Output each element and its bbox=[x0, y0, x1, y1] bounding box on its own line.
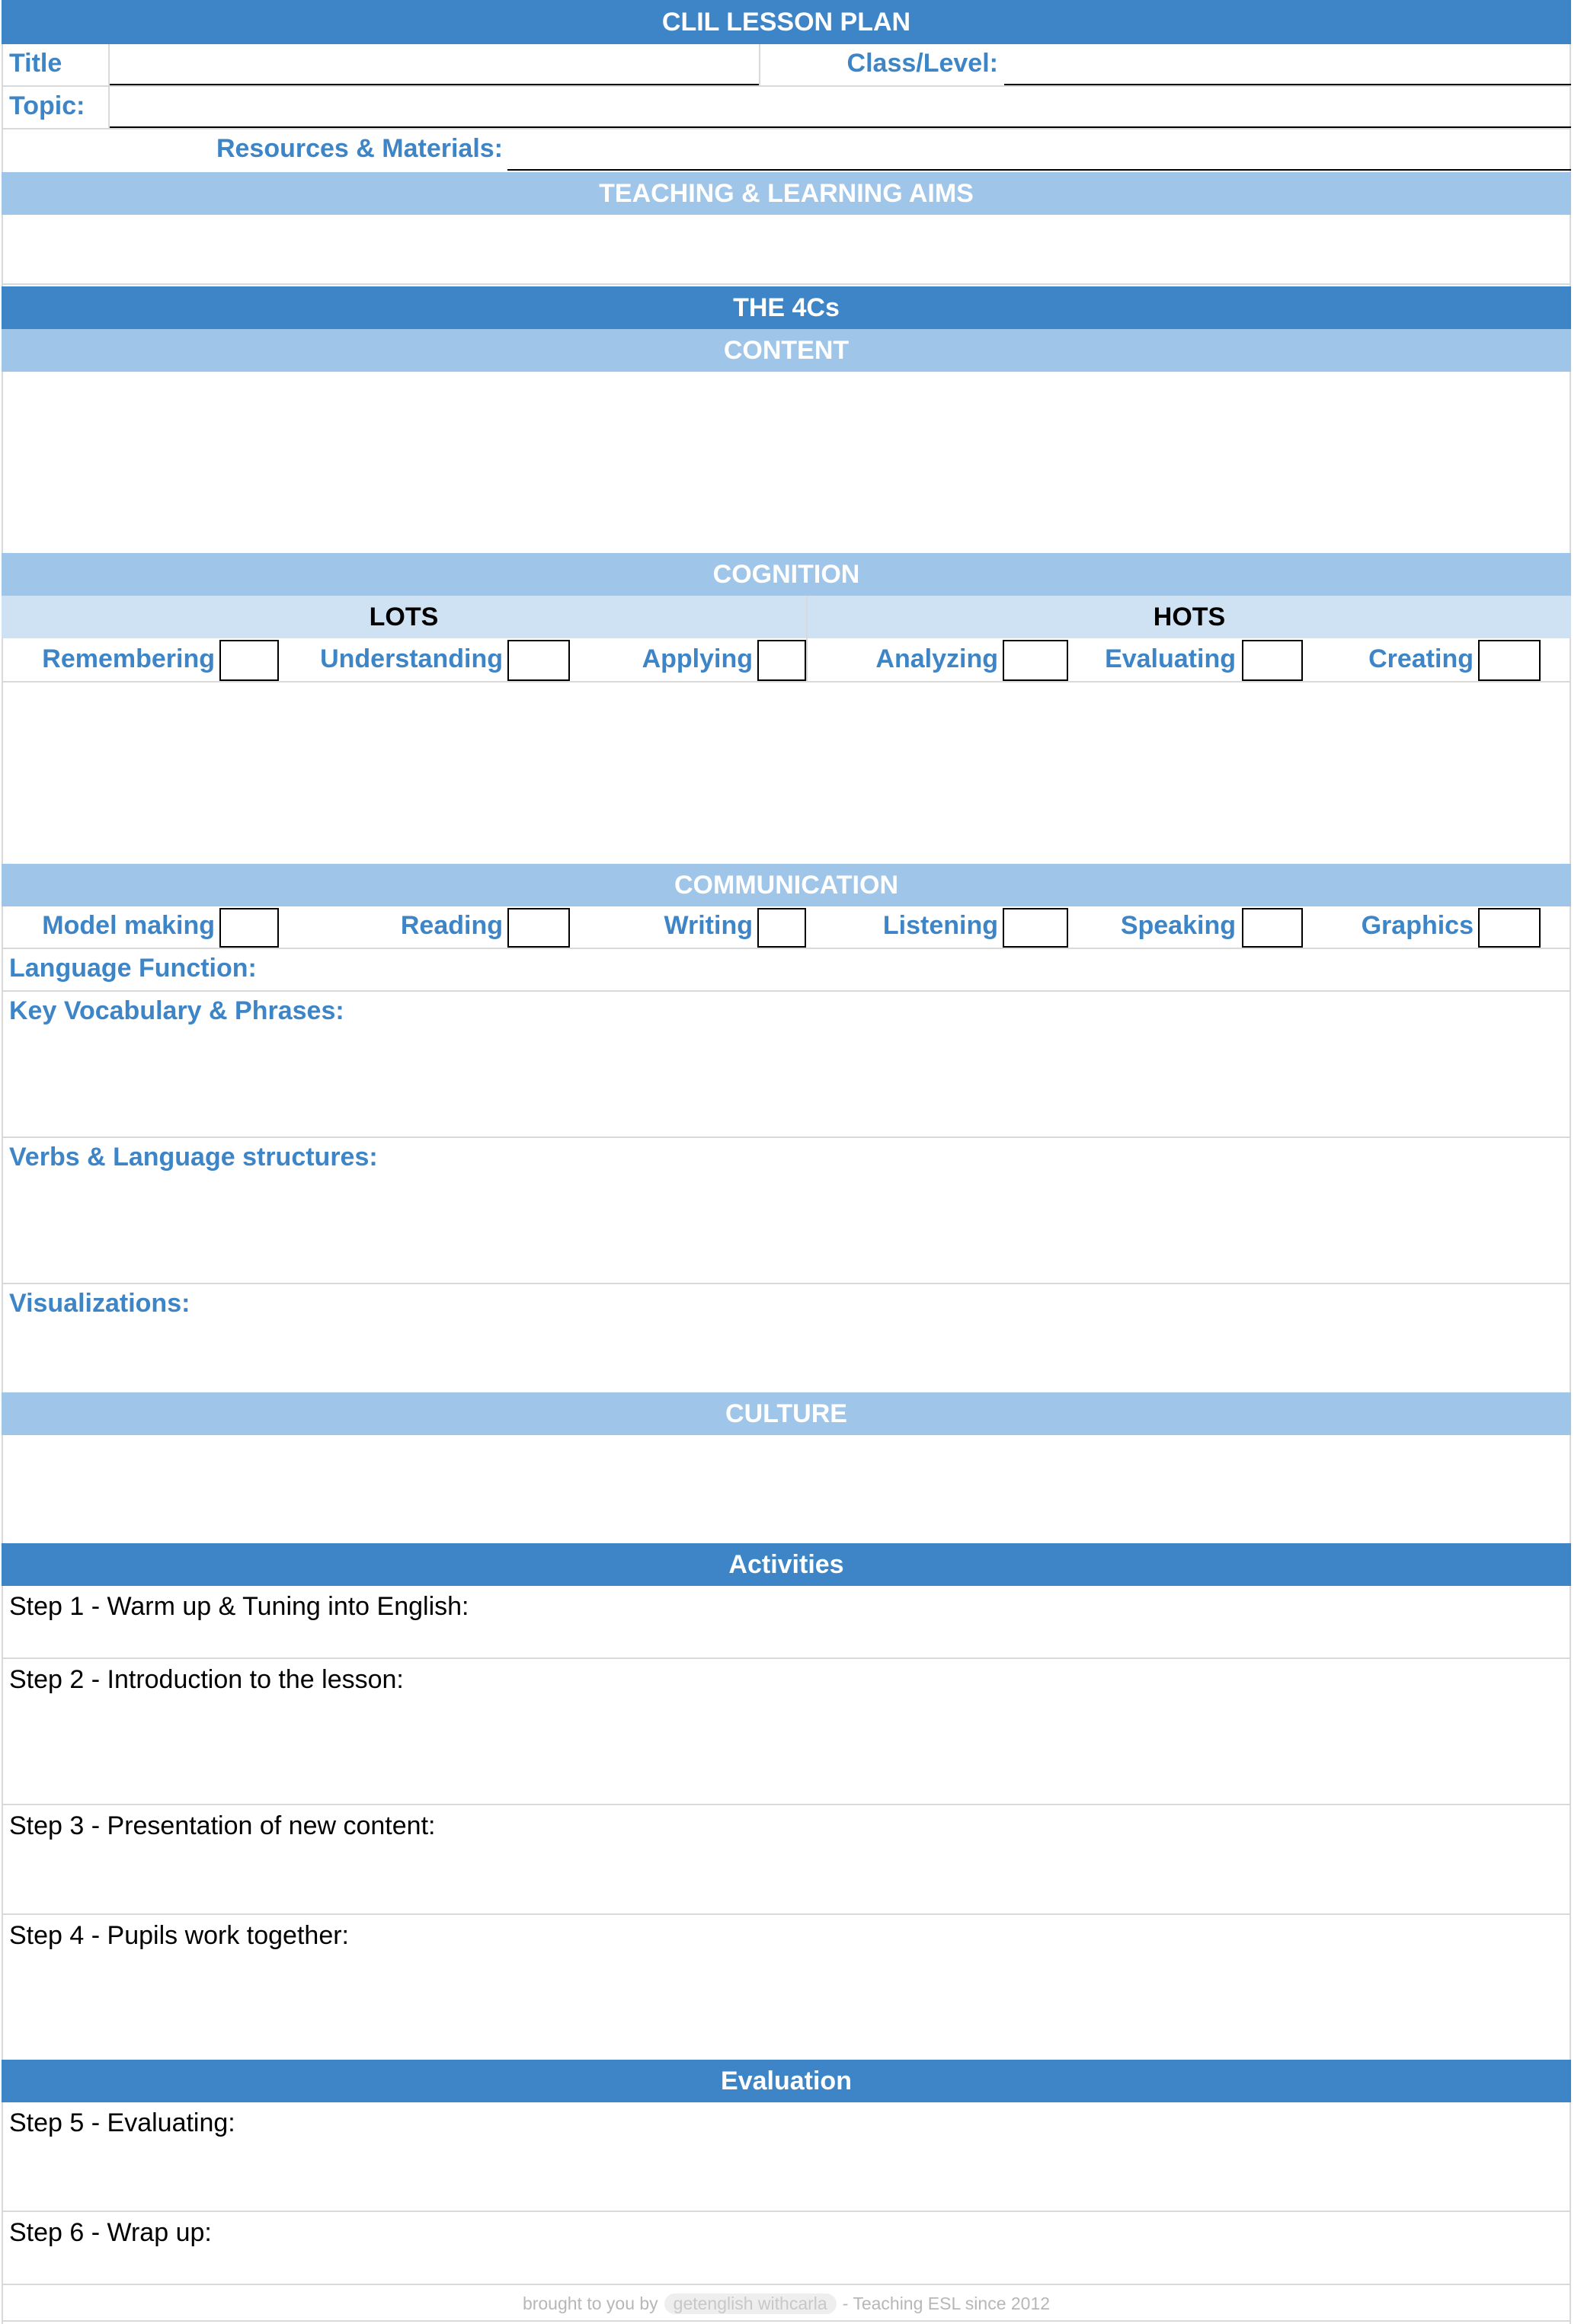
activities-header: Activities bbox=[2, 1543, 1571, 1586]
class-level-input[interactable] bbox=[1004, 44, 1571, 85]
resources-label: Resources & Materials: bbox=[216, 134, 503, 163]
listening-checkbox[interactable] bbox=[1003, 908, 1068, 948]
footer-brand[interactable]: getenglish withcarla bbox=[664, 2294, 837, 2314]
footer-suffix: - Teaching ESL since 2012 bbox=[842, 2293, 1051, 2313]
writing-label: Writing bbox=[664, 911, 753, 940]
hots-header: HOTS bbox=[808, 596, 1571, 638]
step-5-area[interactable] bbox=[2, 2102, 1571, 2212]
title-input[interactable] bbox=[110, 44, 759, 85]
cognition-header: COGNITION bbox=[2, 553, 1571, 596]
remembering-label: Remembering bbox=[42, 644, 215, 673]
speaking-checkbox[interactable] bbox=[1242, 908, 1303, 948]
writing-checkbox[interactable] bbox=[757, 908, 806, 948]
evaluation-header: Evaluation bbox=[2, 2060, 1571, 2102]
step-6-area[interactable] bbox=[2, 2212, 1571, 2285]
resources-input[interactable] bbox=[507, 129, 1571, 171]
step-1-label: Step 1 - Warm up & Tuning into English: bbox=[9, 1592, 469, 1621]
analyzing-checkbox[interactable] bbox=[1003, 640, 1068, 681]
culture-header: CULTURE bbox=[2, 1392, 1571, 1435]
key-vocab-label: Key Vocabulary & Phrases: bbox=[9, 996, 344, 1025]
step-4-label: Step 4 - Pupils work together: bbox=[9, 1921, 350, 1950]
graphics-label: Graphics bbox=[1361, 911, 1474, 940]
speaking-label: Speaking bbox=[1120, 911, 1236, 940]
footer-prefix: brought to you by bbox=[522, 2293, 658, 2313]
evaluating-label: Evaluating bbox=[1105, 644, 1236, 673]
reading-label: Reading bbox=[400, 911, 503, 940]
aims-header: TEACHING & LEARNING AIMS bbox=[2, 172, 1571, 215]
step-3-label: Step 3 - Presentation of new content: bbox=[9, 1811, 436, 1840]
communication-header: COMMUNICATION bbox=[2, 864, 1571, 906]
verbs-label: Verbs & Language structures: bbox=[9, 1143, 378, 1172]
four-cs-header: THE 4Cs bbox=[2, 286, 1571, 329]
evaluating-checkbox[interactable] bbox=[1242, 640, 1303, 681]
lots-header: LOTS bbox=[2, 596, 806, 638]
cognition-area[interactable] bbox=[2, 682, 1571, 864]
visualizations-area[interactable] bbox=[2, 1284, 1571, 1392]
culture-area[interactable] bbox=[2, 1435, 1571, 1543]
step-5-label: Step 5 - Evaluating: bbox=[9, 2108, 235, 2137]
creating-label: Creating bbox=[1368, 644, 1474, 673]
aims-area[interactable] bbox=[2, 215, 1571, 285]
visualizations-label: Visualizations: bbox=[9, 1289, 190, 1318]
applying-checkbox[interactable] bbox=[757, 640, 806, 681]
understanding-label: Understanding bbox=[320, 644, 503, 673]
reading-checkbox[interactable] bbox=[507, 908, 570, 948]
applying-label: Applying bbox=[642, 644, 753, 673]
model-making-checkbox[interactable] bbox=[219, 908, 279, 948]
footer bbox=[2, 2287, 1571, 2320]
creating-checkbox[interactable] bbox=[1478, 640, 1541, 681]
analyzing-label: Analyzing bbox=[875, 644, 998, 673]
content-area[interactable] bbox=[2, 372, 1571, 553]
content-header: CONTENT bbox=[2, 329, 1571, 372]
language-function-label: Language Function: bbox=[9, 954, 257, 983]
remembering-checkbox[interactable] bbox=[219, 640, 279, 681]
step-6-label: Step 6 - Wrap up: bbox=[9, 2218, 212, 2247]
topic-input[interactable] bbox=[110, 87, 1571, 128]
page-title: CLIL LESSON PLAN bbox=[2, 0, 1571, 44]
class-level-label: Class/Level: bbox=[846, 49, 998, 78]
step-2-label: Step 2 - Introduction to the lesson: bbox=[9, 1665, 404, 1694]
understanding-checkbox[interactable] bbox=[507, 640, 570, 681]
graphics-checkbox[interactable] bbox=[1478, 908, 1541, 948]
listening-label: Listening bbox=[882, 911, 998, 940]
title-class-divider bbox=[759, 44, 760, 87]
model-making-label: Model making bbox=[42, 911, 215, 940]
title-label: Title bbox=[9, 49, 62, 78]
topic-label: Topic: bbox=[9, 91, 85, 120]
